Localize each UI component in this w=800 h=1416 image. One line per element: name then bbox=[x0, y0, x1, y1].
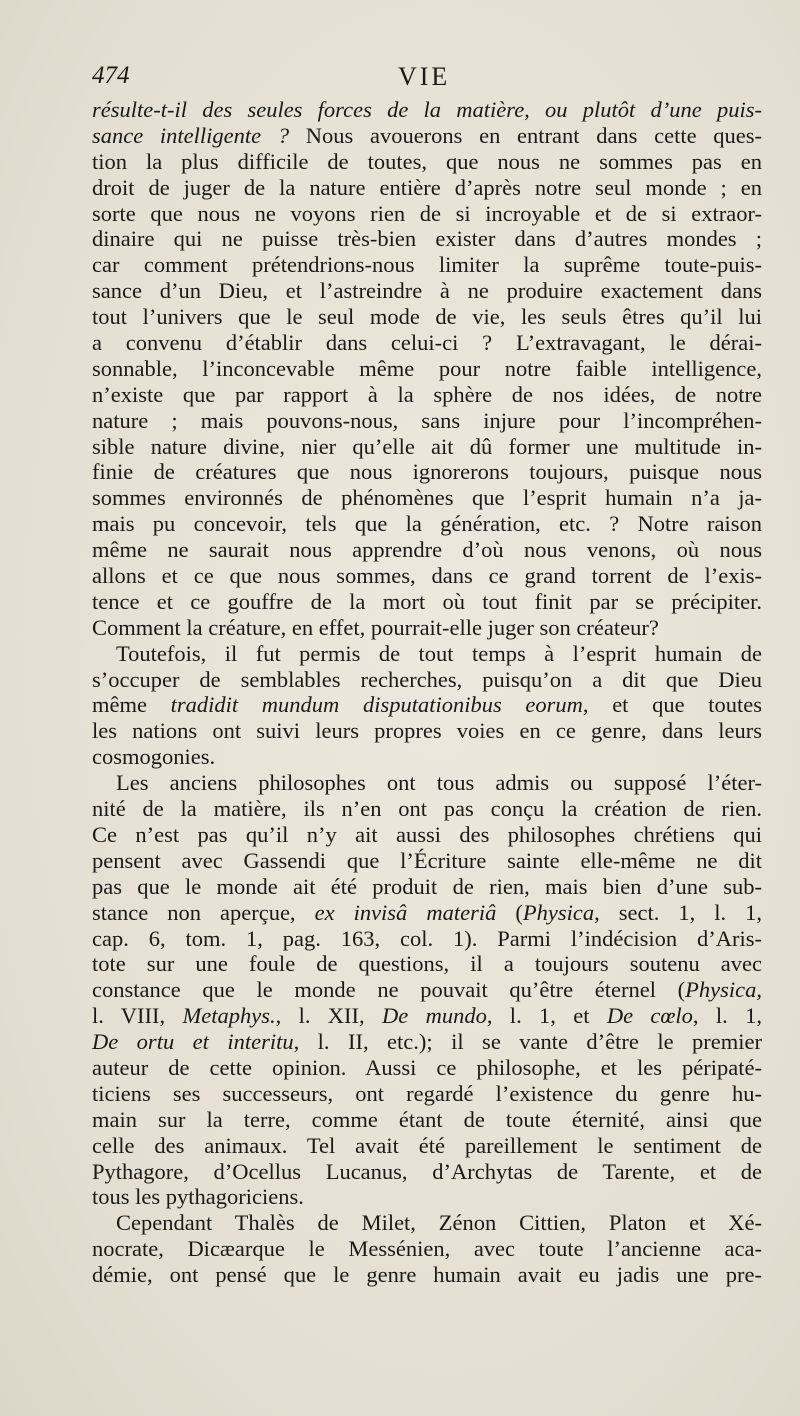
page-header bbox=[92, 62, 762, 96]
text-line bbox=[92, 485, 762, 511]
italic-text: Physica, bbox=[685, 977, 762, 1003]
running-head: VIE bbox=[398, 62, 451, 91]
text-segment: démie, ont pensé que le genre humain avait eu jadis une pre- bbox=[92, 1262, 762, 1288]
text-line bbox=[92, 926, 762, 952]
text-segment: tous les pythagoriciens. bbox=[92, 1184, 304, 1210]
text-segment: , l. 1, bbox=[692, 1003, 762, 1029]
text-line bbox=[92, 459, 762, 485]
text-line bbox=[92, 1107, 762, 1133]
text-segment: même bbox=[92, 692, 171, 718]
text-line bbox=[92, 408, 762, 434]
text-segment: ticiens ses successeurs, ont regardé l’existence du genre hu- bbox=[92, 1080, 762, 1106]
italic-text: résulte-t-il des seules forces de la matière, ou plutôt d’une puis- bbox=[92, 97, 762, 122]
text-segment: les nations ont suivi leurs propres voies en ce genre, dans leurs bbox=[92, 718, 762, 744]
text-segment: Nous avouerons en entrant dans cette ques- bbox=[289, 122, 763, 148]
text-segment: tout l’univers que le seul mode de vie, les seuls êtres qu’il lui bbox=[92, 304, 762, 330]
text-line bbox=[92, 874, 762, 900]
text-segment: , l. 1, et bbox=[486, 1003, 607, 1029]
text-segment: tence et ce gouffre de la mort où tout finit par se précipiter. bbox=[92, 588, 762, 614]
italic-text: De mundo bbox=[382, 1003, 487, 1029]
text-segment: , l. II, etc.); il se vante d’être le premier bbox=[293, 1029, 762, 1055]
text-segment: main sur la terre, comme étant de toute éternité, ainsi que bbox=[92, 1106, 762, 1132]
text-segment: nature ; mais pouvons-nous, sans injure pour l’incompréhen- bbox=[92, 407, 762, 433]
text-line bbox=[92, 641, 762, 667]
text-line bbox=[92, 175, 762, 201]
text-line bbox=[92, 1081, 762, 1107]
text-segment: n’existe que par rapport à la sphère de nos idées, de notre bbox=[92, 381, 762, 407]
text-line bbox=[92, 511, 762, 537]
text-line bbox=[92, 1184, 762, 1210]
text-segment: auteur de cette opinion. Aussi ce philosophe, et les péripaté- bbox=[92, 1054, 762, 1080]
text-line bbox=[92, 796, 762, 822]
text-line bbox=[92, 977, 762, 1003]
text-line bbox=[92, 615, 762, 641]
text-line bbox=[92, 149, 762, 175]
text-segment: cosmogonies. bbox=[92, 744, 216, 770]
text-line bbox=[92, 356, 762, 382]
text-segment: sible nature divine, nier qu’elle ait dû former une multitude in- bbox=[92, 433, 762, 459]
text-segment: pas que le monde ait été produit de rien, mais bien d’une sub- bbox=[92, 873, 762, 899]
text-line bbox=[92, 1159, 762, 1185]
text-segment: sommes environnés de phénomènes que l’esprit humain n’a ja- bbox=[92, 485, 762, 511]
text-segment: finie de créatures que nous ignorerons toujours, puisque nous bbox=[92, 459, 762, 485]
text-segment: Pythagore, d’Ocellus Lucanus, d’Archytas de Tarente, et de bbox=[92, 1158, 762, 1184]
italic-text: De cœlo bbox=[606, 1003, 693, 1029]
text-line bbox=[92, 278, 762, 304]
italic-text: Metaphys. bbox=[182, 1003, 276, 1029]
text-line bbox=[92, 563, 762, 589]
text-segment: a convenu d’établir dans celui-ci ? L’extravagant, le dérai- bbox=[92, 330, 762, 356]
italic-text: sance intelligente ? bbox=[92, 122, 290, 148]
text-segment: sonnable, l’inconcevable même pour notre faible intelligence, bbox=[92, 355, 762, 381]
text-segment: droit de juger de la nature entière d’après notre seul monde ; en bbox=[92, 174, 762, 200]
text-line bbox=[92, 692, 762, 718]
text-line bbox=[92, 1055, 762, 1081]
text-line bbox=[92, 226, 762, 252]
text-segment: tion la plus difficile de toutes, que nous ne sommes pas en bbox=[92, 148, 762, 174]
text-segment: Toutefois, il fut permis de tout temps à l’esprit humain de bbox=[116, 640, 762, 666]
text-segment: nocrate, Dicæarque le Messénien, avec toute l’ancienne aca- bbox=[92, 1236, 762, 1262]
text-line bbox=[92, 1210, 762, 1236]
text-line bbox=[92, 252, 762, 278]
text-line bbox=[92, 382, 762, 408]
text-line bbox=[92, 1262, 762, 1288]
text-line bbox=[92, 1133, 762, 1159]
text-line bbox=[92, 201, 762, 227]
text-segment: car comment prétendrions-nous limiter la suprême toute-puis- bbox=[92, 252, 762, 278]
page-number: 474 bbox=[92, 62, 130, 89]
body-text bbox=[92, 97, 762, 1288]
text-line bbox=[92, 667, 762, 693]
text-segment: Cependant Thalès de Milet, Zénon Cittien, Platon et Xé- bbox=[116, 1210, 762, 1236]
text-line bbox=[92, 1236, 762, 1262]
text-segment: pensent avec Gassendi que l’Écriture sainte elle-même ne dit bbox=[92, 847, 762, 873]
text-line bbox=[92, 1029, 762, 1055]
text-segment: l. VIII, bbox=[92, 1003, 183, 1029]
text-segment: cap. 6, tom. 1, pag. 163, col. 1). Parmi l’indécision d’Aris- bbox=[92, 925, 762, 951]
text-line bbox=[92, 951, 762, 977]
text-segment: Comment la créature, en effet, pourrait-elle juger son créateur? bbox=[92, 614, 659, 640]
text-line bbox=[92, 537, 762, 563]
text-segment: ( bbox=[496, 899, 523, 925]
text-segment: allons et ce que nous sommes, dans ce grand torrent de l’exis- bbox=[92, 563, 762, 589]
text-line bbox=[92, 718, 762, 744]
text-segment: , et que toutes bbox=[582, 692, 762, 718]
text-line bbox=[92, 744, 762, 770]
italic-text: tradidit mundum disputationibus eorum bbox=[170, 692, 583, 718]
text-segment: Les anciens philosophes ont tous admis ou supposé l’éter- bbox=[116, 770, 762, 796]
text-segment: celle des animaux. Tel avait été pareillement le sentiment de bbox=[92, 1132, 762, 1158]
text-line bbox=[92, 848, 762, 874]
text-segment: tote sur une foule de questions, il a toujours soutenu avec bbox=[92, 951, 762, 977]
text-line bbox=[92, 900, 762, 926]
text-line bbox=[92, 589, 762, 615]
text-line bbox=[92, 123, 762, 149]
text-segment: stance non aperçue, bbox=[92, 899, 315, 925]
text-segment: sance d’un Dieu, et l’astreindre à ne produire exactement dans bbox=[92, 278, 762, 304]
text-segment: mais pu concevoir, tels que la génération, etc. ? Notre raison bbox=[92, 511, 762, 537]
text-line bbox=[92, 97, 762, 123]
text-line bbox=[92, 434, 762, 460]
text-segment: , l. XII, bbox=[275, 1003, 383, 1029]
text-line bbox=[92, 822, 762, 848]
text-line bbox=[92, 330, 762, 356]
italic-text: Physica bbox=[522, 899, 595, 925]
text-line bbox=[92, 304, 762, 330]
italic-text: ex invisâ materiâ bbox=[314, 899, 497, 925]
text-segment: nité de la matière, ils n’en ont pas conçu la création de rien. bbox=[92, 796, 762, 822]
text-segment: sorte que nous ne voyons rien de si incroyable et de si extraor- bbox=[92, 200, 762, 226]
text-segment: Ce n’est pas qu’il n’y ait aussi des philosophes chrétiens qui bbox=[92, 821, 762, 847]
text-line bbox=[92, 770, 762, 796]
text-line bbox=[92, 1003, 762, 1029]
text-segment: constance que le monde ne pouvait qu’être éternel ( bbox=[92, 977, 686, 1003]
text-segment: , sect. 1, l. 1, bbox=[594, 899, 762, 925]
text-segment: même ne saurait nous apprendre d’où nous venons, où nous bbox=[92, 537, 762, 563]
italic-text: De ortu et interitu bbox=[92, 1029, 294, 1055]
text-segment: s’occuper de semblables recherches, puisqu’on a dit que Dieu bbox=[92, 666, 762, 692]
text-segment: dinaire qui ne puisse très-bien exister dans d’autres mondes ; bbox=[92, 226, 762, 252]
